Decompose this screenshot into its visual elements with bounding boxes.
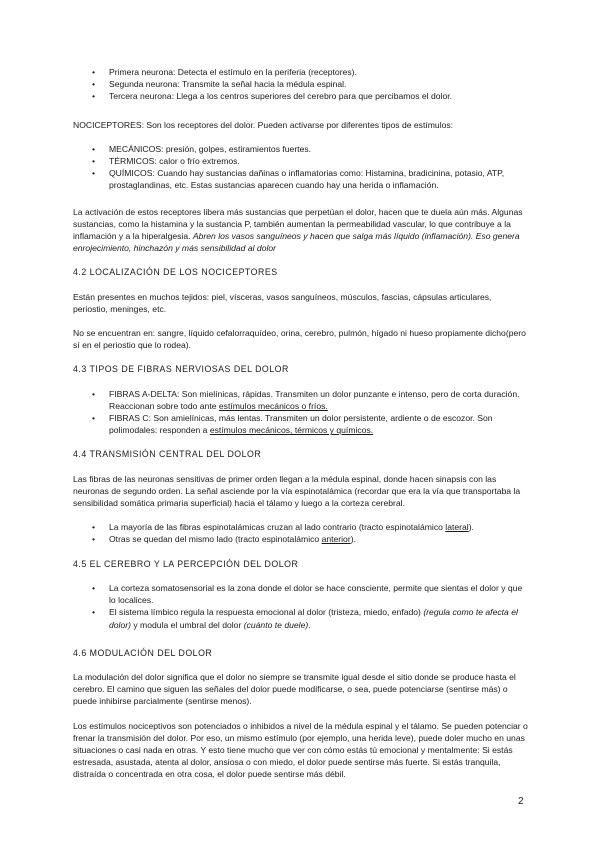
list-item: • Segunda neurona: Transmite la señal hacia la médula espinal. [109, 78, 528, 90]
activation-paragraph [73, 206, 528, 255]
list-item [109, 606, 528, 630]
modulation-paragraph-1: La modulación del dolor significa que el dolor no siempre se transmite igual desde el sitio donde se produce hasta el cerebro. El camino que siguen las señales del dolor puede modificarse, o sea, puede potenciarse (sentirse más) o puede inhibirse parcialmente (sentirse menos). [73, 671, 516, 707]
nociceptores-intro: NOCICEPTORES: Son los receptores del dolor. Pueden activarse por diferentes tipos de estímulos: [73, 119, 454, 130]
section-heading-4-2: 4.2 LOCALIZACIÓN DE LOS NOCICEPTORES [73, 267, 278, 278]
trans-b2-text: Otras se quedan del mismo lado (tracto espinotalámico [109, 534, 322, 545]
fiber-c-underline: estímulos mecánicos, térmicos y químicos. [209, 425, 374, 436]
section-heading-4-5: 4.5 EL CEREBRO Y LA PERCEPCIÓN DEL DOLOR [73, 558, 299, 569]
trans-b1-end: ). [468, 522, 474, 533]
localization-absent: No se encuentran en: sangre, líquido cefalorraquídeo, orina, cerebro, pulmón, hígado ni hueso propiamente dicho(pero sí en el periostio que lo rodea). [73, 328, 526, 351]
fiber-a-underline: estímulos mecánicos o fríos. [218, 400, 328, 411]
neuron-list [73, 66, 528, 103]
stimuli-list [73, 143, 528, 192]
transmission-paragraph: Las fibras de las neuronas sensitivas de primer orden llegan a la médula espinal, donde hacen sinapsis con las neuronas de segundo orden. La señal asciende por la vía espinotalámica (recordar que era la vía que transportaba la sensibilidad somática primaria superficial) hacia el tálamo y luego a la corteza cerebral. [73, 473, 521, 509]
lateral-underline: lateral [445, 522, 469, 533]
section-heading-4-3: 4.3 TIPOS DE FIBRAS NERVIOSAS DEL DOLOR [73, 364, 289, 375]
brain-b2-text: El sistema límbico regula la respuesta emocional al dolor (tristeza, miedo, enfado) [109, 607, 424, 618]
fiber-c-text: FIBRAS C: Son amielínicas, más lentas. Transmiten un dolor persistente, ardiente o de escozor. Son polimodales: responden a [109, 413, 493, 436]
fiber-a-text: FIBRAS A-DELTA: Son mielínicas, rápidas. Transmiten un dolor punzante e intenso, pero de corta duración. Reaccionan sobre todo ante [109, 388, 520, 411]
list-item [109, 412, 528, 436]
list-item [109, 521, 528, 533]
trans-b2-end: ). [350, 534, 356, 545]
list-item: • TÉRMICOS: calor o frío extremos. [109, 155, 528, 167]
brain-b2-mid: y modula el umbral del dolor [130, 619, 244, 630]
page-number: 2 [518, 796, 524, 807]
list-item: • MECÁNICOS: presión, golpes, estiramientos fuertes. [109, 143, 528, 155]
anterior-underline: anterior [321, 534, 351, 545]
section-heading-4-4: 4.4 TRANSMISIÓN CENTRAL DEL DOLOR [73, 449, 262, 460]
list-item: • QUÍMICOS: Cuando hay sustancias dañinas o inflamatorias como: Histamina, bradicinina, potasio, ATP, prostaglandinas, etc. Estas sustancias aparecen cuando hay una herida o inflamación. [109, 167, 528, 191]
list-item: • Primera neurona: Detecta el estímulo en la periferia (receptores). [109, 66, 528, 78]
section-heading-4-6: 4.6 MODULACIÓN DEL DOLOR [73, 647, 213, 658]
trans-b1-text: La mayoría de las fibras espinotalámicas cruzan al lado contrario (tracto espinotalámico [109, 522, 446, 533]
brain-b2-italic-2: (cuánto te duele) [243, 619, 309, 630]
modulation-paragraph-2: Los estímulos nociceptivos son potenciados o inhibidos a nivel de la médula espinal y el tálamo. Se pueden potenciar o frenar la transmisión del dolor. Por eso, un mismo estímulo (por ejemplo, una herida leve), puede doler mucho en unas situaciones o casi nada en otras. Y esto tiene mucho que ver con cómo estás tú emocional y mentalmente: Si estás estresada, asustada, atenta al dolor, ansiosa o con miedo, el dolor puede sentirse más fuerte. Si estás tranquila, distraída o concentrada en otra cosa, el dolor puede sentirse más débil. [73, 720, 528, 780]
list-item: • Tercera neurona: Llega a los centros superiores del cerebro para que percibamos el dolor. [109, 90, 528, 102]
fiber-list [73, 388, 528, 437]
list-item [109, 533, 528, 545]
brain-b2-end: . [308, 619, 311, 630]
localization-present: Están presentes en muchos tejidos: piel, vísceras, vasos sanguíneos, músculos, fascias, cápsulas articulares, periostio, meninges, etc. [73, 291, 492, 314]
list-item [109, 388, 528, 412]
activation-italic: Abren los vasos sanguíneos y hacen que salga más líquido (inflamación). Eso genera enrojecimiento, hinchazón y más sensibilidad al dolor [73, 231, 520, 254]
transmission-list [73, 521, 528, 545]
page-content [73, 66, 528, 793]
list-item: • La corteza somatosensorial es la zona donde el dolor se hace consciente, permite que sientas el dolor y que lo localices. [109, 582, 528, 606]
brain-b2-italic: (regula como te afecta el dolor) [109, 607, 518, 630]
brain-list [73, 582, 528, 631]
activation-text: La activación de estos receptores libera más sustancias que perpetúan el dolor, hacen que te duela aún más. Algunas sustancias, como la histamina y la sustancia P, también aumentan la permeabilidad vascular, lo que contribuye a la inflamación y a la hiperalgesia. [73, 206, 523, 242]
